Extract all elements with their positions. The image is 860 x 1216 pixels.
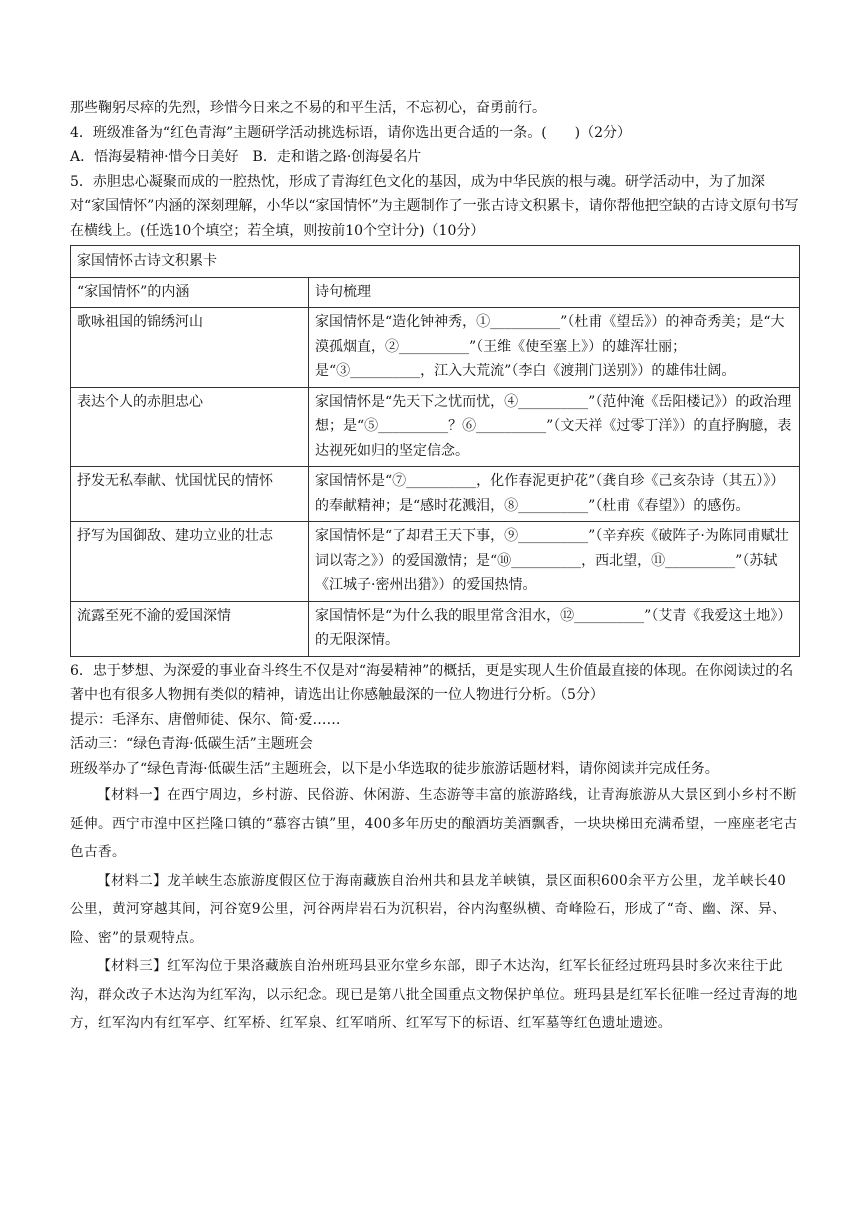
row-meaning: 抒发无私奉献、忧国忧民的情怀: [71, 467, 309, 522]
activity-3-title: 活动三：“绿色青海·低碳生活”主题班会: [70, 736, 313, 752]
question-6-stem: 6．忠于梦想、为深爱的事业奋斗终生不仅是对“海晏精神”的概括，更是实现人生价值最直接的体现。在你阅读过的名著中也有很多人物拥有类似的精神，请选出让你感触最深的一位人物进行分析。（5分）: [70, 662, 794, 703]
row-meaning: 表达个人的赤胆忠心: [71, 387, 309, 467]
material-3: 【材料三】红军沟位于果洛藏族自治州班玛县亚尔堂乡东部，即子木达沟，红军长征经过班玛县时多次来往于此沟，群众改子木达沟为红军沟，以示纪念。现已是第八批全国重点文物保护单位。班玛县是红军长征唯一经过青海的地方，红军沟内有红军亭、红军桥、红军泉、红军哨所、红军写下的标语、红军墓等红色遗址遗迹。: [70, 958, 798, 1031]
question-5-stem: 5．赤胆忠心凝聚而成的一腔热忱，形成了青海红色文化的基因，成为中华民族的根与魂。研学活动中，为了加深对“家国情怀”内涵的深刻理解，小华以“家国情怀”为主题制作了一张古诗文积累卡，请你帮他把空缺的古诗文原句书写在横线上。(任选10个填空；若全填，则按前10个空计分)（10分）: [70, 173, 799, 239]
row-meaning: 歌咏祖国的锦绣河山: [71, 308, 309, 388]
row-verses: 家国情怀是“造化钟神秀，①__________”（杜甫《望岳》）的神奇秀美；是“大漠孤烟直，②__________”（王维《使至塞上》）的雄浑壮丽；是“③__________，江入大荒流”（李白《渡荆门送别》）的雄伟壮阔。: [309, 308, 800, 388]
column-header-verses: 诗句梳理: [309, 277, 800, 308]
question-4-stem: 4．班级准备为“红色青海”主题研学活动挑选标语，请你选出更合适的一条。( )（2分）: [70, 124, 632, 141]
row-meaning: 抒写为国御敌、建功立业的壮志: [71, 522, 309, 602]
row-verses: 家国情怀是“为什么我的眼里常含泪水，⑫__________”（艾青《我爱这土地》）的无限深情。: [309, 601, 800, 656]
card-title: 家国情怀古诗文积累卡: [71, 246, 800, 278]
table-row: [71, 522, 800, 602]
exam-page: [70, 96, 800, 1038]
question-6-hint: 提示：毛泽东、唐僧师徒、保尔、简·爱……: [70, 711, 341, 728]
row-verses: 家国情怀是“先天下之忧而忧，④__________”（范仲淹《岳阳楼记》）的政治理想；是“⑤__________？⑥__________”（文天祥《过零丁洋》）的直抒胸臆，表达视死如归的坚定信念。: [309, 387, 800, 467]
table-row: [71, 601, 800, 656]
question-4-options: A．悟海晏精神·惜今日美好 B．走和谐之路·创海晏名片: [70, 149, 422, 165]
table-row: [71, 308, 800, 388]
poetry-accumulation-card: [70, 245, 800, 657]
row-verses: 家国情怀是“了却君王天下事，⑨__________”（辛弃疾《破阵子·为陈同甫赋壮词以寄之》）的爱国激情；是“⑩__________，西北望，⑪__________”（苏轼《江城子·密州出猎》）的爱国热情。: [309, 522, 800, 602]
material-2: 【材料二】龙羊峡生态旅游度假区位于海南藏族自治州共和县龙羊峡镇，景区面积600余平方公里，龙羊峡长40公里，黄河穿越其间，河谷宽9公里，河谷两岸岩石为沉积岩，谷内沟壑纵横、奇峰险石，形成了“奇、幽、深、异、险、密”的景观特点。: [70, 872, 787, 946]
activity-3-intro: 班级举办了“绿色青海·低碳生活”主题班会，以下是小华选取的徒步旅游话题材料，请你阅读并完成任务。: [70, 760, 719, 777]
row-meaning: 流露至死不渝的爱国深情: [71, 601, 309, 656]
material-1: 【材料一】在西宁周边，乡村游、民俗游、休闲游、生态游等丰富的旅游路线，让青海旅游从大景区到小乡村不断延伸。西宁市湟中区拦隆口镇的“慕容古镇”里，400多年历史的酿酒坊美酒飘香，一块块梯田充满希望，一座座老宅古色古香。: [70, 787, 798, 860]
continuation-line: 那些鞠躬尽瘁的先烈，珍惜今日来之不易的和平生活，不忘初心，奋勇前行。: [70, 100, 546, 116]
column-header-meaning: “家国情怀”的内涵: [71, 277, 309, 308]
table-row: [71, 387, 800, 467]
table-row: [71, 467, 800, 522]
row-verses: 家国情怀是“⑦__________，化作春泥更护花”（龚自珍《己亥杂诗（其五）》）的奉献精神；是“感时花溅泪，⑧__________”（杜甫《春望》）的感伤。: [309, 467, 800, 522]
